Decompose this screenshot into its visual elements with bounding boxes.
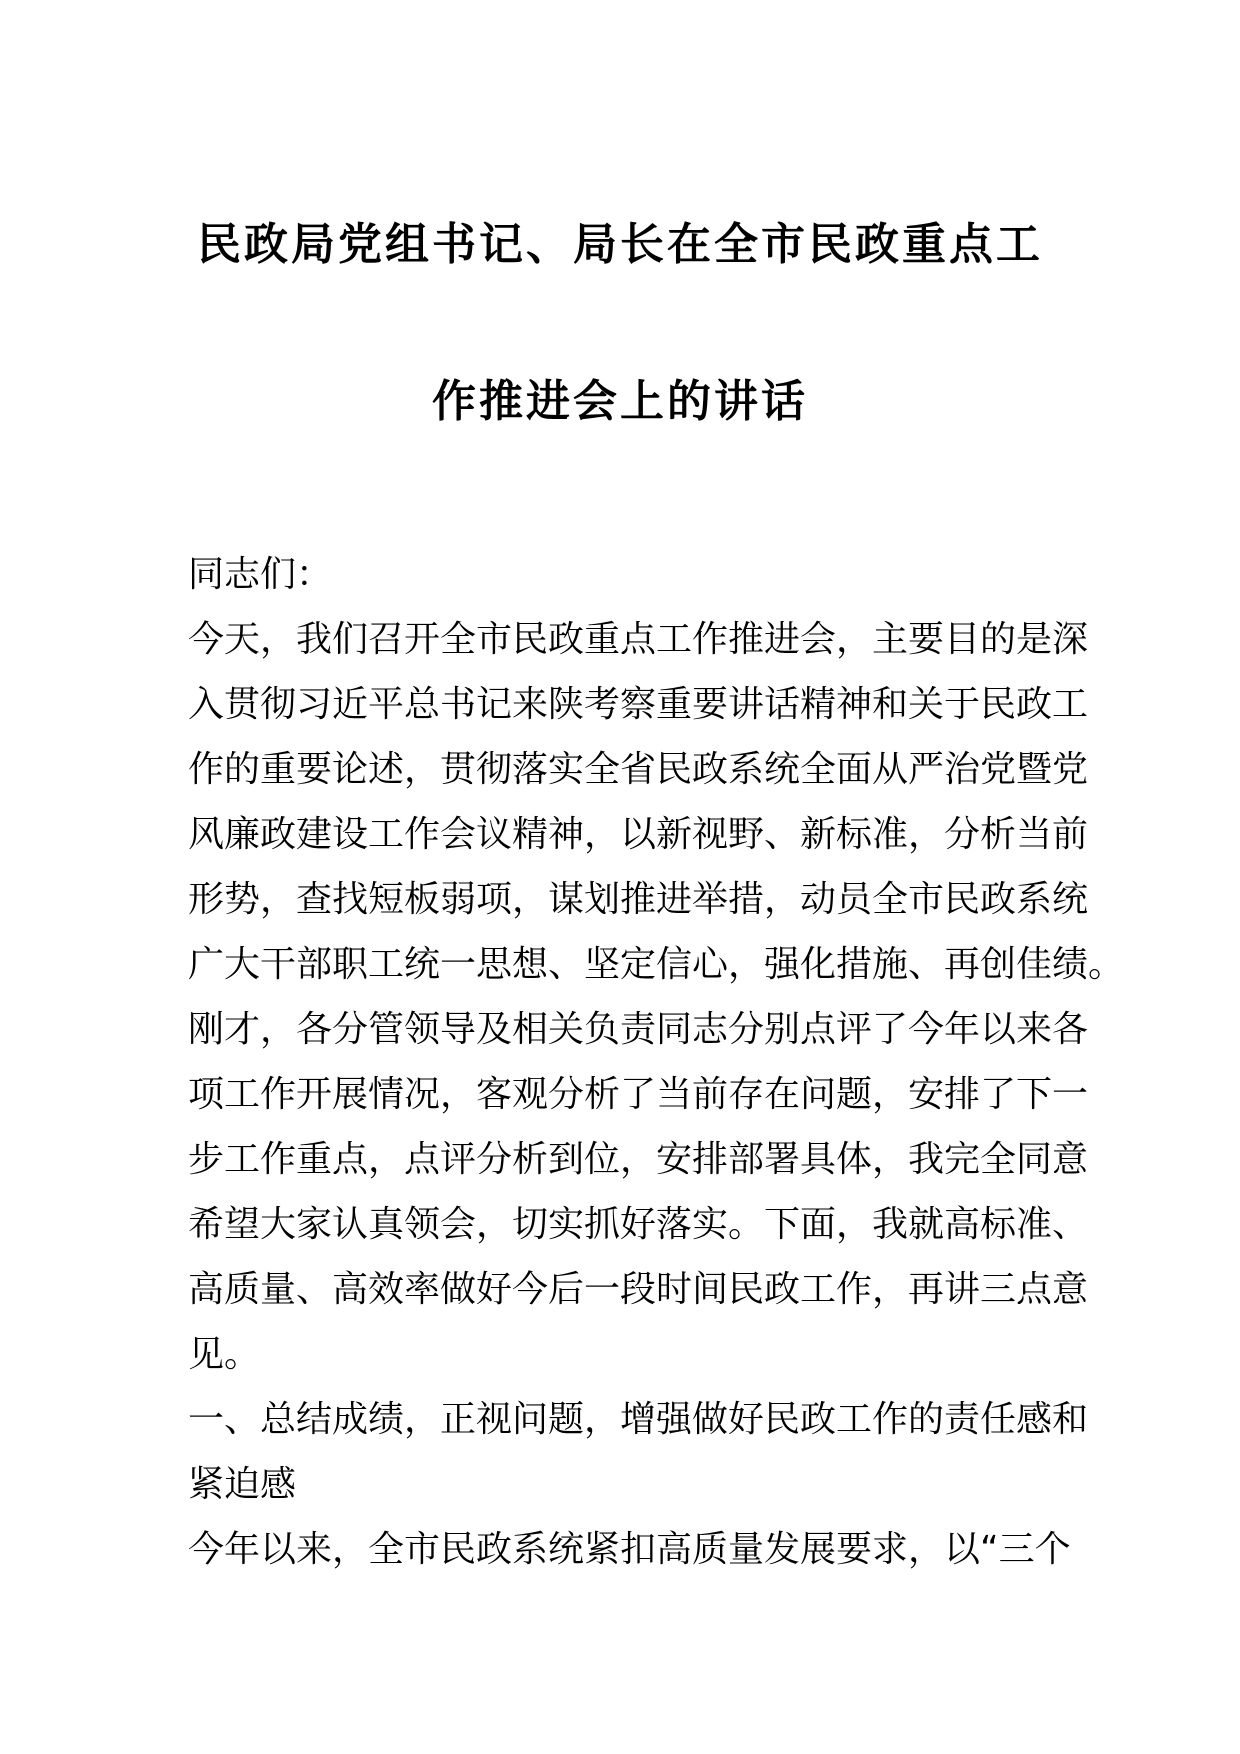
section-heading: 一、总结成绩，正视问题，增强做好民政工作的责任感和 <box>188 1399 1089 1440</box>
body-line: 入贯彻习近平总书记来陕考察重要讲话精神和关于民政工 <box>188 684 1089 725</box>
body-line: 见。 <box>188 1334 261 1375</box>
section-heading: 紧迫感 <box>188 1464 297 1505</box>
document-title-line-1: 民政局党组书记、局长在全市民政重点工 <box>197 219 1043 270</box>
body-line: 广大干部职工统一思想、坚定信心，强化措施、再创佳绩。 <box>188 944 1125 985</box>
document-body <box>188 542 1125 1582</box>
body-line: 希望大家认真领会，切实抓好落实。下面，我就高标准、 <box>188 1204 1089 1245</box>
body-line: 刚才，各分管领导及相关负责同志分别点评了今年以来各 <box>188 1009 1089 1050</box>
body-line: 作的重要论述，贯彻落实全省民政系统全面从严治党暨党 <box>188 749 1089 790</box>
body-line: 步工作重点，点评分析到位，安排部署具体，我完全同意 <box>188 1139 1089 1180</box>
body-line: 今年以来，全市民政系统紧扣高质量发展要求，以“三个 <box>188 1529 1071 1570</box>
document-title-line-2: 作推进会上的讲话 <box>432 376 808 427</box>
body-line: 形势，查找短板弱项，谋划推进举措，动员全市民政系统 <box>188 879 1089 920</box>
body-line: 风廉政建设工作会议精神，以新视野、新标准，分析当前 <box>188 814 1089 855</box>
salutation: 同志们： <box>188 554 333 595</box>
body-line: 今天，我们召开全市民政重点工作推进会，主要目的是深 <box>188 619 1089 660</box>
body-line: 项工作开展情况，客观分析了当前存在问题，安排了下一 <box>188 1074 1089 1115</box>
body-line: 高质量、高效率做好今后一段时间民政工作，再讲三点意 <box>188 1269 1089 1310</box>
